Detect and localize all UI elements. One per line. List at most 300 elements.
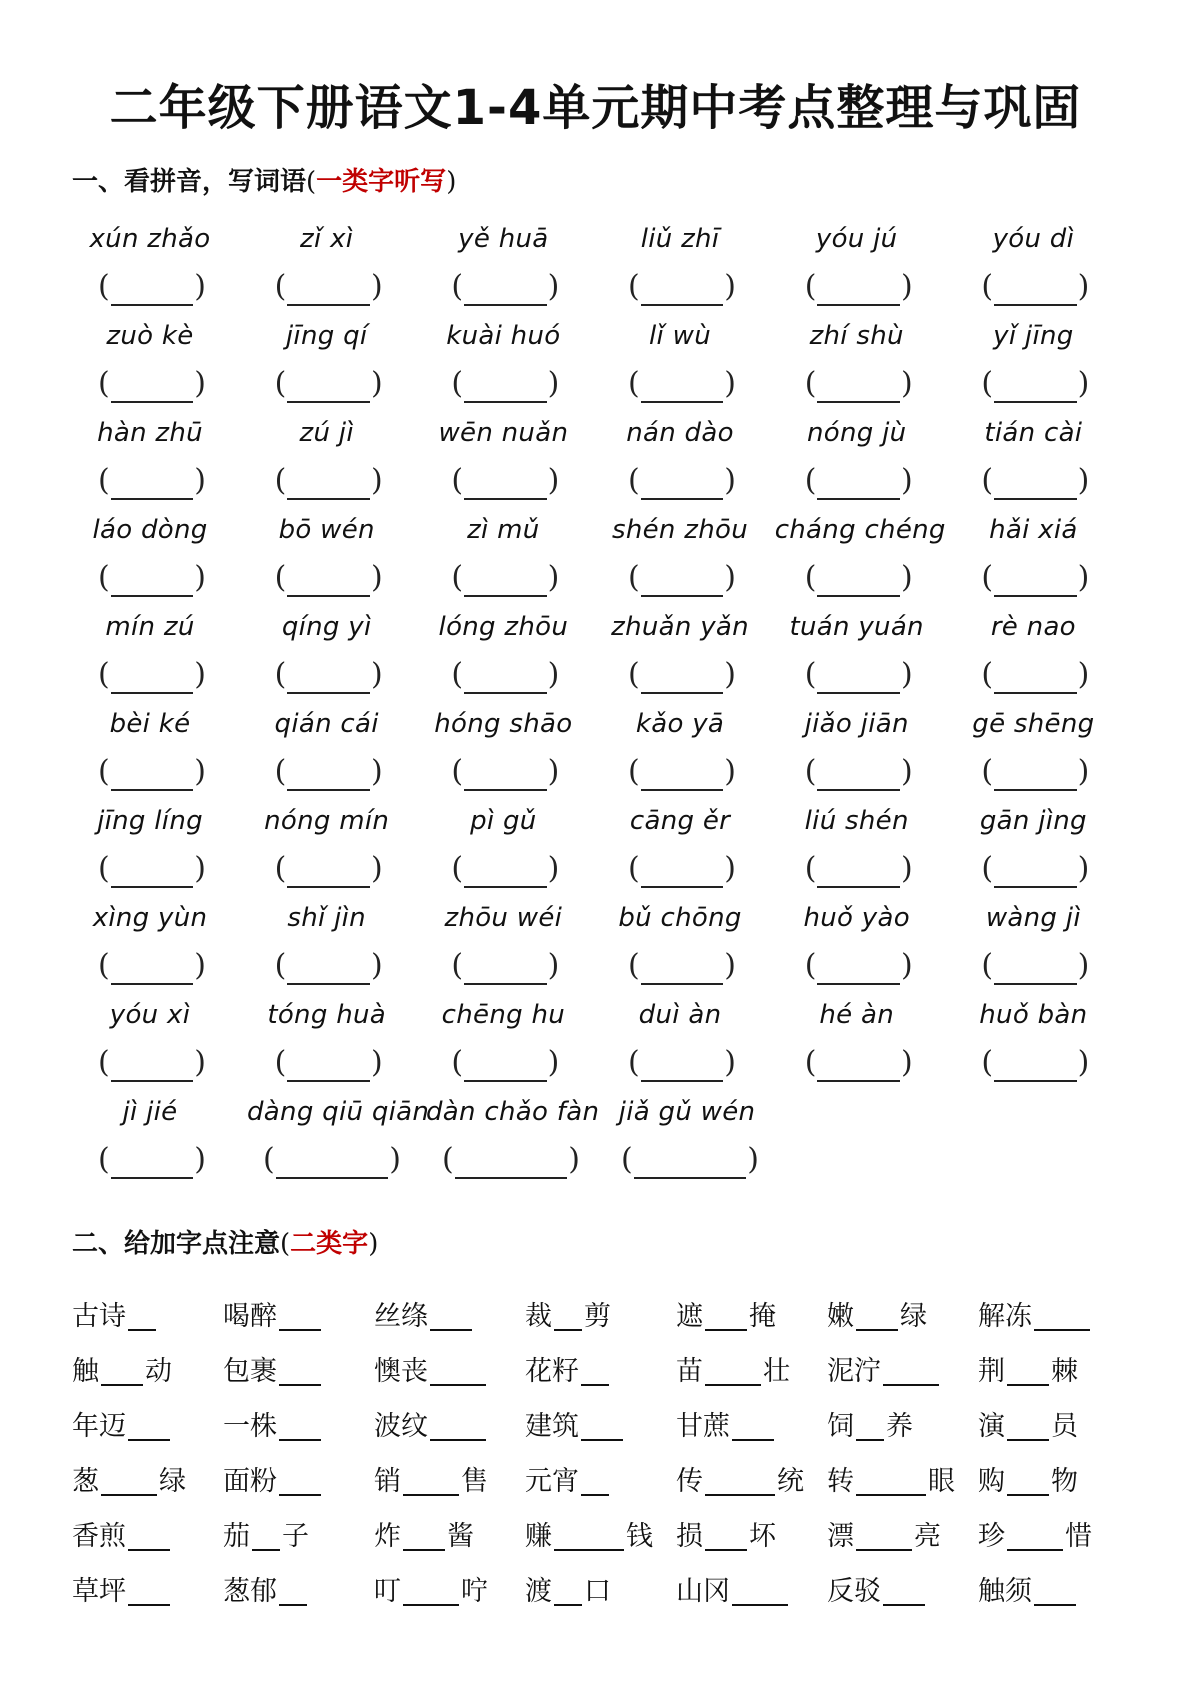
pinyin-text: kuài huó (446, 321, 561, 351)
pinyin-text: tóng huà (267, 1000, 386, 1030)
pinyin-blank[interactable] (1007, 1354, 1049, 1386)
answer-blank[interactable] (98, 850, 206, 888)
pinyin-text: cháng chéng (774, 515, 946, 545)
answer-line[interactable] (641, 852, 724, 888)
annotation-item (374, 1407, 525, 1447)
bracket-close: ) (724, 851, 737, 886)
section-1-tag: 一类字听写 (316, 167, 447, 197)
pinyin-blank[interactable] (101, 1354, 143, 1386)
answer-blank[interactable] (981, 656, 1089, 694)
answer-line[interactable] (817, 949, 900, 985)
answer-line[interactable] (111, 561, 194, 597)
answer-blank[interactable] (981, 559, 1089, 597)
pinyin-text: shǐ jìn (287, 903, 366, 933)
annotation-item (676, 1352, 827, 1392)
bracket-open: ( (628, 366, 640, 401)
bracket-close: ) (900, 851, 913, 886)
word-prefix: 一株 (223, 1411, 277, 1442)
annotation-item (72, 1517, 223, 1557)
pinyin-item (245, 507, 422, 604)
answer-line[interactable] (111, 1046, 194, 1082)
annotation-item (827, 1462, 978, 1502)
paren-open: ( (306, 167, 317, 197)
answer-blank[interactable] (805, 462, 913, 500)
pinyin-blank[interactable] (430, 1354, 486, 1386)
word-suffix: 壮 (763, 1356, 790, 1387)
annotation-item (978, 1407, 1129, 1447)
answer-line[interactable] (111, 658, 194, 694)
answer-line[interactable] (994, 949, 1077, 985)
word-suffix: 动 (145, 1356, 172, 1387)
word-prefix: 草坪 (72, 1576, 126, 1607)
bracket-close: ) (724, 366, 737, 401)
answer-blank[interactable] (981, 1044, 1089, 1082)
word-prefix: 饲 (827, 1411, 854, 1442)
bracket-open: ( (981, 657, 994, 692)
pinyin-blank[interactable] (856, 1519, 912, 1551)
pinyin-item (775, 604, 952, 701)
word-prefix: 遮 (676, 1301, 703, 1332)
pinyin-item (421, 507, 598, 604)
answer-blank[interactable] (98, 462, 206, 500)
bracket-open: ( (981, 269, 994, 304)
answer-blank[interactable] (981, 462, 1089, 500)
answer-blank[interactable] (275, 947, 383, 985)
answer-line[interactable] (641, 949, 724, 985)
answer-line[interactable] (111, 755, 194, 791)
bracket-close: ) (370, 560, 383, 595)
pinyin-item (598, 604, 775, 701)
answer-blank[interactable] (805, 656, 913, 694)
pinyin-text: zhí shù (809, 321, 904, 351)
pinyin-blank[interactable] (705, 1464, 775, 1496)
answer-line[interactable] (111, 464, 194, 500)
bracket-close: ) (547, 851, 560, 886)
pinyin-item (775, 313, 952, 410)
pinyin-text: yóu jú (815, 224, 898, 254)
word-suffix: 售 (461, 1466, 488, 1497)
pinyin-blank[interactable] (554, 1299, 582, 1331)
answer-blank[interactable] (805, 947, 913, 985)
bracket-close: ) (900, 948, 913, 983)
answer-blank[interactable] (981, 268, 1089, 306)
page-title: 二年级下册语文1-4单元期中考点整理与巩固 (109, 80, 1082, 136)
answer-blank[interactable] (98, 1044, 206, 1082)
answer-blank[interactable] (275, 1044, 383, 1082)
bracket-open: ( (628, 269, 640, 304)
answer-blank[interactable] (628, 462, 736, 500)
answer-blank[interactable] (981, 753, 1089, 791)
bracket-open: ( (263, 1142, 275, 1177)
annotation-item (525, 1297, 676, 1337)
answer-blank[interactable] (451, 947, 559, 985)
bracket-close: ) (547, 366, 560, 401)
word-suffix: 子 (282, 1521, 309, 1552)
paren-close: ) (368, 1229, 379, 1259)
answer-line[interactable] (641, 270, 724, 306)
answer-line[interactable] (817, 852, 900, 888)
answer-blank[interactable] (451, 850, 559, 888)
pinyin-blank[interactable] (581, 1409, 623, 1441)
answer-line[interactable] (994, 464, 1077, 500)
bracket-close: ) (724, 948, 737, 983)
answer-blank[interactable] (451, 753, 559, 791)
pinyin-item (951, 604, 1128, 701)
answer-blank[interactable] (628, 365, 736, 403)
pinyin-blank[interactable] (252, 1519, 280, 1551)
answer-line[interactable] (464, 1046, 547, 1082)
word-prefix: 触须 (978, 1576, 1032, 1607)
answer-blank[interactable] (805, 1044, 913, 1082)
answer-blank[interactable] (628, 1044, 736, 1082)
answer-blank[interactable] (98, 365, 206, 403)
bracket-open: ( (451, 269, 464, 304)
word-suffix: 统 (777, 1466, 804, 1497)
pinyin-blank[interactable] (705, 1299, 747, 1331)
pinyin-item (775, 507, 952, 604)
bracket-close: ) (1077, 754, 1090, 789)
pinyin-text: wàng jì (985, 903, 1081, 933)
bracket-open: ( (98, 657, 110, 692)
word-prefix: 荆 (978, 1356, 1005, 1387)
pinyin-blank[interactable] (403, 1574, 459, 1606)
bracket-close: ) (900, 463, 913, 498)
answer-line[interactable] (994, 658, 1077, 694)
answer-line[interactable] (464, 367, 547, 403)
answer-blank[interactable] (805, 268, 913, 306)
answer-blank[interactable] (805, 365, 913, 403)
bracket-close: ) (747, 1142, 759, 1177)
bracket-close: ) (194, 560, 206, 595)
answer-line[interactable] (641, 367, 724, 403)
section-1-heading-text: 一、看拼音，写词语 (72, 167, 307, 197)
answer-blank[interactable] (628, 850, 736, 888)
answer-line[interactable] (111, 852, 194, 888)
answer-blank[interactable] (628, 947, 736, 985)
answer-line[interactable] (817, 464, 900, 500)
answer-line[interactable] (287, 949, 370, 985)
answer-blank[interactable] (805, 850, 913, 888)
pinyin-item (951, 216, 1128, 313)
answer-line[interactable] (817, 270, 900, 306)
pinyin-item (598, 992, 775, 1089)
annotation-item (827, 1352, 978, 1392)
answer-line[interactable] (817, 1046, 900, 1082)
answer-blank[interactable] (451, 559, 559, 597)
bracket-close: ) (370, 948, 383, 983)
answer-blank[interactable] (628, 656, 736, 694)
answer-blank[interactable] (981, 947, 1089, 985)
answer-blank[interactable] (275, 559, 383, 597)
bracket-open: ( (804, 948, 817, 983)
word-prefix: 元宵 (525, 1466, 579, 1497)
answer-line[interactable] (817, 755, 900, 791)
pinyin-item (421, 410, 598, 507)
answer-line[interactable] (994, 270, 1077, 306)
answer-line[interactable] (464, 464, 547, 500)
answer-blank[interactable] (981, 850, 1089, 888)
answer-line[interactable] (464, 270, 547, 306)
pinyin-blank[interactable] (883, 1574, 925, 1606)
answer-blank[interactable] (442, 1141, 580, 1179)
answer-line[interactable] (287, 367, 370, 403)
bracket-open: ( (274, 269, 287, 304)
pinyin-blank[interactable] (128, 1519, 170, 1551)
word-suffix: 亮 (914, 1521, 941, 1552)
answer-line[interactable] (111, 367, 194, 403)
answer-blank[interactable] (805, 753, 913, 791)
answer-line[interactable] (287, 464, 370, 500)
word-prefix: 炸 (374, 1521, 401, 1552)
pinyin-blank[interactable] (128, 1409, 170, 1441)
answer-blank[interactable] (451, 462, 559, 500)
bracket-close: ) (1077, 1045, 1090, 1080)
annotation-item (72, 1297, 223, 1337)
answer-line[interactable] (817, 367, 900, 403)
word-prefix: 渡 (525, 1576, 552, 1607)
answer-line[interactable] (455, 1143, 568, 1179)
answer-line[interactable] (287, 561, 370, 597)
answer-line[interactable] (994, 755, 1077, 791)
answer-line[interactable] (111, 1143, 194, 1179)
answer-blank[interactable] (275, 753, 383, 791)
word-suffix: 绿 (900, 1301, 927, 1332)
pinyin-text: wēn nuǎn (438, 418, 569, 448)
answer-line[interactable] (817, 561, 900, 597)
answer-blank[interactable] (98, 559, 206, 597)
pinyin-text: zú jì (299, 418, 354, 448)
bracket-close: ) (370, 657, 383, 692)
answer-line[interactable] (111, 949, 194, 985)
bracket-open: ( (442, 1142, 454, 1177)
pinyin-row (68, 216, 1128, 313)
pinyin-blank[interactable] (403, 1519, 445, 1551)
annotation-item (827, 1572, 978, 1612)
pinyin-blank[interactable] (1034, 1299, 1090, 1331)
bracket-open: ( (98, 1142, 110, 1177)
bracket-close: ) (724, 269, 737, 304)
bracket-close: ) (568, 1142, 580, 1177)
pinyin-blank[interactable] (430, 1299, 472, 1331)
answer-blank[interactable] (263, 1141, 401, 1179)
answer-blank[interactable] (621, 1141, 759, 1179)
answer-line[interactable] (276, 1143, 389, 1179)
answer-blank[interactable] (451, 268, 559, 306)
answer-line[interactable] (641, 658, 724, 694)
pinyin-text: lóng zhōu (438, 612, 569, 642)
answer-blank[interactable] (628, 268, 736, 306)
bracket-close: ) (900, 560, 913, 595)
annotation-row (72, 1557, 1132, 1612)
word-prefix: 懊丧 (374, 1356, 428, 1387)
pinyin-text: zhuǎn yǎn (611, 612, 749, 642)
annotation-row (72, 1502, 1132, 1557)
annotation-item (676, 1572, 827, 1612)
pinyin-blank[interactable] (1034, 1574, 1076, 1606)
answer-line[interactable] (641, 464, 724, 500)
bracket-open: ( (981, 851, 994, 886)
answer-line[interactable] (287, 1046, 370, 1082)
pinyin-blank[interactable] (128, 1574, 170, 1606)
pinyin-blank[interactable] (581, 1464, 609, 1496)
pinyin-blank[interactable] (581, 1354, 609, 1386)
pinyin-text: shén zhōu (612, 515, 748, 545)
pinyin-text: zuò kè (106, 321, 194, 351)
answer-line[interactable] (641, 561, 724, 597)
answer-blank[interactable] (98, 268, 206, 306)
annotation-item (374, 1517, 525, 1557)
bracket-open: ( (804, 851, 817, 886)
word-prefix: 损 (676, 1521, 703, 1552)
answer-line[interactable] (641, 755, 724, 791)
answer-line[interactable] (994, 852, 1077, 888)
pinyin-item (68, 701, 245, 798)
pinyin-item (68, 1089, 247, 1186)
annotation-item (223, 1352, 374, 1392)
answer-line[interactable] (994, 367, 1077, 403)
answer-blank[interactable] (451, 656, 559, 694)
pinyin-blank[interactable] (279, 1574, 307, 1606)
answer-blank[interactable] (98, 656, 206, 694)
pinyin-blank[interactable] (554, 1519, 624, 1551)
answer-blank[interactable] (805, 559, 913, 597)
bracket-close: ) (370, 851, 383, 886)
pinyin-blank[interactable] (101, 1464, 157, 1496)
pinyin-text: nóng jù (806, 418, 907, 448)
word-prefix: 丝绦 (374, 1301, 428, 1332)
pinyin-item (247, 1089, 430, 1186)
bracket-close: ) (1077, 269, 1090, 304)
pinyin-blank[interactable] (705, 1354, 761, 1386)
pinyin-item (598, 798, 775, 895)
bracket-open: ( (981, 560, 994, 595)
bracket-open: ( (804, 1045, 817, 1080)
annotation-item (827, 1517, 978, 1557)
answer-line[interactable] (464, 852, 547, 888)
pinyin-text: yǐ jīng (993, 321, 1074, 351)
pinyin-row (68, 992, 1128, 1089)
bracket-close: ) (547, 657, 560, 692)
annotation-item (978, 1297, 1129, 1337)
answer-blank[interactable] (275, 365, 383, 403)
answer-blank[interactable] (275, 462, 383, 500)
answer-blank[interactable] (275, 850, 383, 888)
answer-line[interactable] (287, 755, 370, 791)
pinyin-text: jiǎ gǔ wén (618, 1097, 756, 1127)
answer-line[interactable] (287, 270, 370, 306)
answer-blank[interactable] (451, 365, 559, 403)
pinyin-text: zǐ xì (300, 224, 354, 254)
answer-line[interactable] (111, 270, 194, 306)
answer-line[interactable] (634, 1143, 747, 1179)
answer-line[interactable] (994, 1046, 1077, 1082)
word-prefix: 建筑 (525, 1411, 579, 1442)
pinyin-item (951, 410, 1128, 507)
answer-blank[interactable] (275, 268, 383, 306)
bracket-open: ( (981, 366, 994, 401)
pinyin-item (421, 798, 598, 895)
pinyin-item (245, 313, 422, 410)
answer-blank[interactable] (98, 947, 206, 985)
bracket-close: ) (547, 948, 560, 983)
pinyin-blank[interactable] (856, 1464, 926, 1496)
pinyin-item (775, 216, 952, 313)
answer-line[interactable] (287, 852, 370, 888)
bracket-close: ) (900, 657, 913, 692)
bracket-close: ) (370, 269, 383, 304)
pinyin-text: chēng hu (441, 1000, 566, 1030)
answer-line[interactable] (994, 561, 1077, 597)
bracket-close: ) (194, 754, 206, 789)
pinyin-blank[interactable] (856, 1299, 898, 1331)
word-prefix: 反驳 (827, 1576, 881, 1607)
pinyin-blank[interactable] (1007, 1464, 1049, 1496)
pinyin-blank[interactable] (279, 1354, 321, 1386)
answer-line[interactable] (464, 949, 547, 985)
bracket-close: ) (194, 269, 206, 304)
answer-line[interactable] (464, 755, 547, 791)
pinyin-blank[interactable] (705, 1519, 747, 1551)
answer-blank[interactable] (98, 753, 206, 791)
answer-blank[interactable] (98, 1141, 206, 1179)
pinyin-blank[interactable] (403, 1464, 459, 1496)
answer-line[interactable] (464, 561, 547, 597)
pinyin-blank[interactable] (1007, 1409, 1049, 1441)
pinyin-item (598, 895, 775, 992)
pinyin-text: cāng ěr (629, 806, 731, 836)
pinyin-blank[interactable] (732, 1409, 774, 1441)
pinyin-blank[interactable] (128, 1299, 156, 1331)
pinyin-item (775, 895, 952, 992)
pinyin-item (951, 313, 1128, 410)
bracket-close: ) (1077, 657, 1090, 692)
answer-blank[interactable] (451, 1044, 559, 1082)
answer-blank[interactable] (628, 559, 736, 597)
answer-line[interactable] (464, 658, 547, 694)
annotation-item (676, 1407, 827, 1447)
answer-line[interactable] (817, 658, 900, 694)
word-prefix: 茄 (223, 1521, 250, 1552)
answer-blank[interactable] (981, 365, 1089, 403)
pinyin-blank[interactable] (279, 1299, 321, 1331)
pinyin-blank[interactable] (279, 1409, 321, 1441)
pinyin-blank[interactable] (883, 1354, 939, 1386)
section-2-heading (72, 1226, 378, 1262)
word-suffix: 养 (886, 1411, 913, 1442)
annotation-item (827, 1407, 978, 1447)
annotation-item (676, 1297, 827, 1337)
answer-blank[interactable] (275, 656, 383, 694)
pinyin-blank[interactable] (554, 1574, 582, 1606)
pinyin-blank[interactable] (856, 1409, 884, 1441)
pinyin-item (421, 701, 598, 798)
pinyin-blank[interactable] (732, 1574, 788, 1606)
answer-line[interactable] (287, 658, 370, 694)
pinyin-blank[interactable] (430, 1409, 486, 1441)
bracket-close: ) (1077, 463, 1090, 498)
word-prefix: 裁 (525, 1301, 552, 1332)
word-prefix: 葱郁 (223, 1576, 277, 1607)
answer-blank[interactable] (628, 753, 736, 791)
answer-line[interactable] (641, 1046, 724, 1082)
pinyin-blank[interactable] (1007, 1519, 1063, 1551)
pinyin-item (245, 216, 422, 313)
pinyin-blank[interactable] (279, 1464, 321, 1496)
pinyin-text: dàn chǎo fàn (426, 1097, 600, 1127)
bracket-close: ) (194, 657, 206, 692)
pinyin-text: nán dào (626, 418, 734, 448)
pinyin-item (421, 604, 598, 701)
